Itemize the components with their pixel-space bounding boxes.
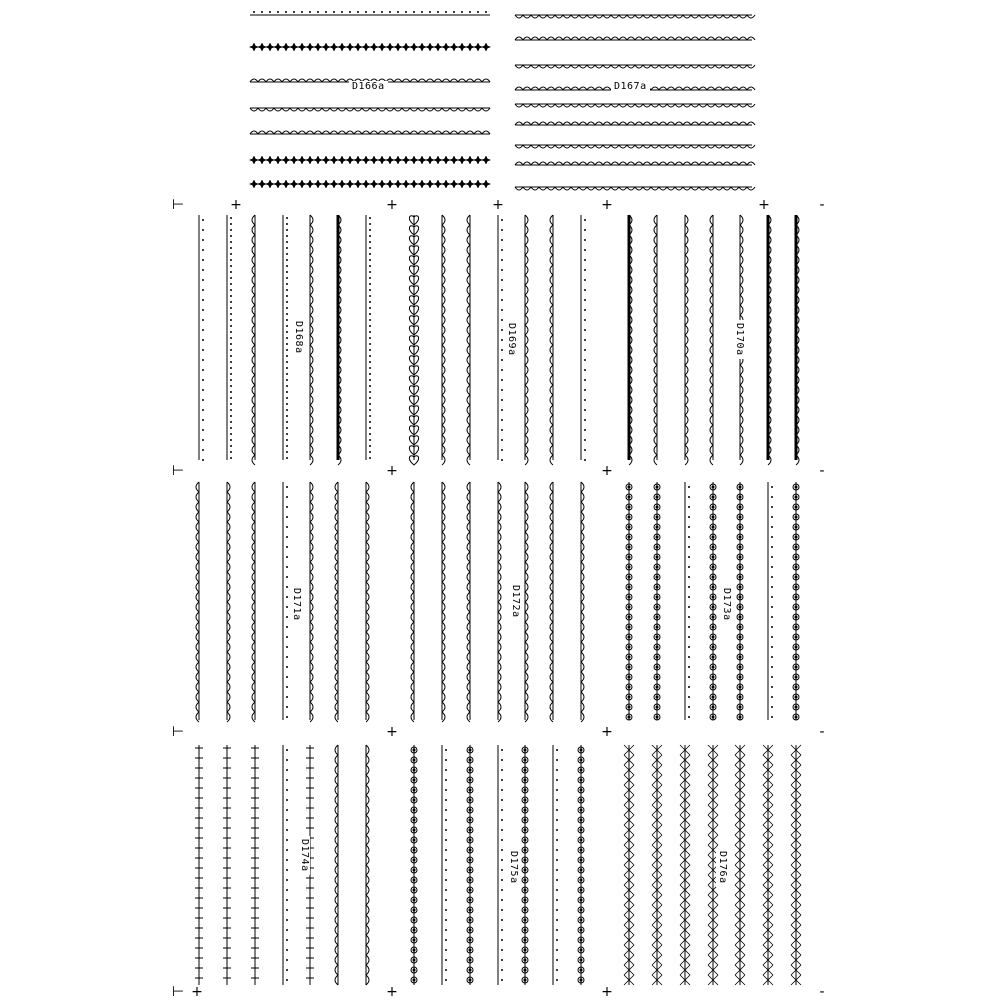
crop-mark-icon: + (601, 197, 613, 213)
crop-mark-icon: ⊢ (171, 984, 185, 1000)
crop-mark-icon: + (492, 197, 504, 213)
sheet-label-d175a: D175a (507, 848, 519, 887)
crop-mark-icon: - (819, 724, 825, 740)
sheet-label-d172a: D172a (509, 582, 521, 621)
sheet-label-d166a: D166a (349, 81, 388, 93)
lace-sheet-d174a (195, 745, 369, 985)
crop-mark-icon: + (230, 197, 242, 213)
sheet-label-d176a: D176a (716, 848, 728, 887)
lace-sheet-d176a (624, 745, 801, 985)
crop-mark-icon: - (819, 463, 825, 479)
lace-sheet-d173a (626, 482, 799, 720)
crop-mark-icon: + (601, 984, 613, 1000)
crop-mark-icon: - (819, 197, 825, 213)
lace-sheet-d168a (199, 215, 371, 465)
lace-sheet-d172a (411, 482, 584, 722)
lace-sheet-d171a (196, 482, 369, 722)
crop-mark-icon: ⊢ (171, 724, 185, 740)
sheet-label-d168a: D168a (292, 318, 304, 357)
crop-mark-icon: ⊢ (171, 197, 185, 213)
crop-mark-icon: + (386, 197, 398, 213)
crop-mark-icon: - (819, 984, 825, 1000)
lace-sheet-d169a (409, 215, 586, 465)
crop-mark-icon: + (386, 724, 398, 740)
crop-mark-icon: ⊢ (171, 463, 185, 479)
lace-sheet-d167a (515, 15, 755, 190)
sheet-label-d167a: D167a (611, 81, 650, 93)
crop-mark-icon: + (758, 197, 770, 213)
sheet-label-d169a: D169a (505, 320, 517, 359)
lace-sheet-d166a (250, 11, 491, 188)
sheet-label-d170a: D170a (733, 320, 745, 359)
crop-mark-icon: + (191, 984, 203, 1000)
sheet-label-d171a: D171a (290, 585, 302, 624)
crop-mark-icon: + (386, 463, 398, 479)
sheet-label-d173a: D173a (720, 585, 732, 624)
lace-sheet-d170a (629, 215, 799, 465)
crop-mark-icon: + (601, 463, 613, 479)
crop-mark-icon: + (601, 724, 613, 740)
lace-sheet-d175a (411, 745, 584, 985)
sheet-label-d174a: D174a (298, 836, 310, 875)
crop-mark-icon: + (386, 984, 398, 1000)
